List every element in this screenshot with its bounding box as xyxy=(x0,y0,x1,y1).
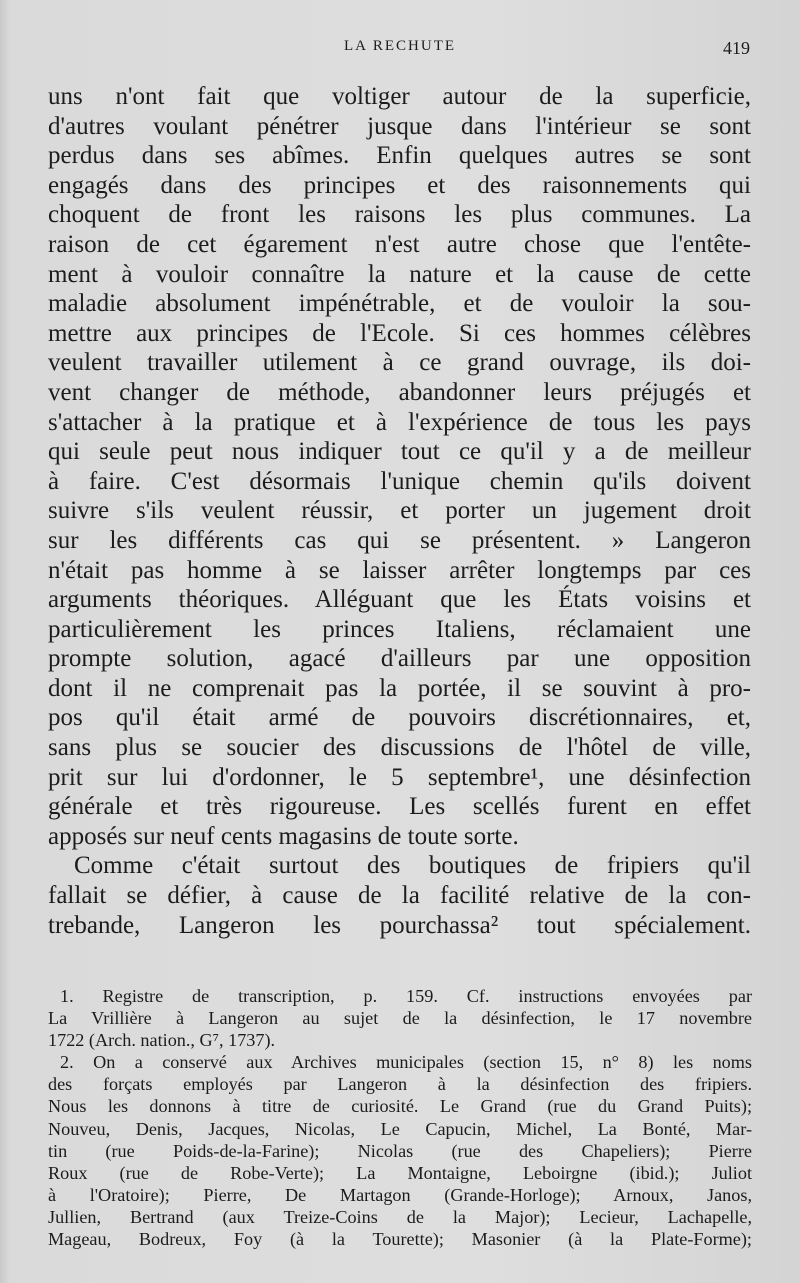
text-line: qui seule peut nous indiquer tout ce qu'il y a de meilleur xyxy=(48,438,751,466)
text-line: ment à vouloir connaître la nature et la cause de cette xyxy=(48,260,751,288)
text-line: sans plus se soucier des discussions de l'hôtel de ville, xyxy=(48,734,751,762)
text-line: fallait se défier, à cause de la facilité relative de la con- xyxy=(48,882,751,910)
text-line: sur les différents cas qui se présentent. » Langeron xyxy=(48,526,751,554)
running-title: LA RECHUTE xyxy=(343,38,457,54)
text-line: Comme c'était surtout des boutiques de fripiers qu'il xyxy=(74,852,751,880)
text-line: générale et très rigoureuse. Les scellés furent en effet xyxy=(48,793,751,821)
text-line: mettre aux principes de l'Ecole. Si ces hommes célèbres xyxy=(48,319,751,347)
text-line: prit sur lui d'ordonner, le 5 septembre¹, une désinfection xyxy=(48,763,751,791)
text-line: veulent travailler utilement à ce grand ouvrage, ils doi- xyxy=(48,349,751,377)
page-number: 419 xyxy=(723,38,750,58)
footnotes xyxy=(48,985,752,1250)
text-line: maladie absolument impénétrable, et de vouloir la sou- xyxy=(48,290,751,318)
text-line: particulièrement les princes Italiens, réclamaient une xyxy=(48,615,751,643)
text-line: suivre s'ils veulent réussir, et porter un jugement droit xyxy=(48,497,751,525)
text-line: trebande, Langeron les pourchassa² tout spécialement. xyxy=(48,911,751,939)
footnote-line: des forçats employés par Langeron à la désinfection des fripiers. xyxy=(48,1074,752,1095)
body-text xyxy=(48,82,751,940)
text-line: engagés dans des principes et des raisonnements qui xyxy=(48,171,751,199)
text-line: d'autres voulant pénétrer jusque dans l'intérieur se sont xyxy=(48,112,751,140)
text-line: pos qu'il était armé de pouvoirs discrétionnaires, et, xyxy=(48,704,751,732)
footnote-line: Roux (rue de Robe-Verte); La Montaigne, Leboirgne (ibid.); Juliot xyxy=(48,1162,752,1183)
footnote-line: à l'Oratoire); Pierre, De Martagon (Grande-Horloge); Arnoux, Janos, xyxy=(48,1184,752,1205)
text-line: raison de cet égarement n'est autre chose que l'entête- xyxy=(48,230,751,258)
text-line: arguments théoriques. Alléguant que les États voisins et xyxy=(48,586,751,614)
text-line: s'attacher à la pratique et à l'expérience de tous les pays xyxy=(48,408,751,436)
text-line: vent changer de méthode, abandonner leurs préjugés et xyxy=(48,378,751,406)
text-line: perdus dans ses abîmes. Enfin quelques autres se sont xyxy=(48,142,751,170)
text-line: apposés sur neuf cents magasins de toute sorte. xyxy=(48,822,519,850)
text-line: prompte solution, agacé d'ailleurs par une opposition xyxy=(48,645,751,673)
text-line: uns n'ont fait que voltiger autour de la superficie, xyxy=(48,83,751,110)
footnote-line: Mageau, Bodreux, Foy (à la Tourette); Masonier (à la Plate-Forme); xyxy=(48,1229,752,1250)
running-head xyxy=(0,38,800,58)
text-line: à faire. C'est désormais l'unique chemin qu'ils doivent xyxy=(48,467,751,495)
text-line: n'était pas homme à se laisser arrêter longtemps par ces xyxy=(48,556,751,584)
footnote-line: 2. On a conservé aux Archives municipales (section 15, n° 8) les noms xyxy=(60,1052,752,1073)
footnote-line: tin (rue Poids-de-la-Farine); Nicolas (rue des Chapeliers); Pierre xyxy=(48,1140,752,1161)
footnote-line: Nouveu, Denis, Jacques, Nicolas, Le Capucin, Michel, La Bonté, Mar- xyxy=(48,1118,752,1139)
footnote-line: La Vrillière à Langeron au sujet de la désinfection, le 17 novembre xyxy=(48,1008,752,1029)
text-line: dont il ne comprenait pas la portée, il se souvint à pro- xyxy=(48,674,751,702)
footnote-line: 1722 (Arch. nation., G⁷, 1737). xyxy=(48,1030,276,1051)
text-line: choquent de front les raisons les plus communes. La xyxy=(48,201,751,229)
footnote-line: 1. Registre de transcription, p. 159. Cf. instructions envoyées par xyxy=(60,986,752,1006)
footnote-line: Nous les donnons à titre de curiosité. Le Grand (rue du Grand Puits); xyxy=(48,1096,752,1117)
footnote-line: Jullien, Bertrand (aux Treize-Coins de la Major); Lecieur, Lachapelle, xyxy=(48,1206,752,1227)
